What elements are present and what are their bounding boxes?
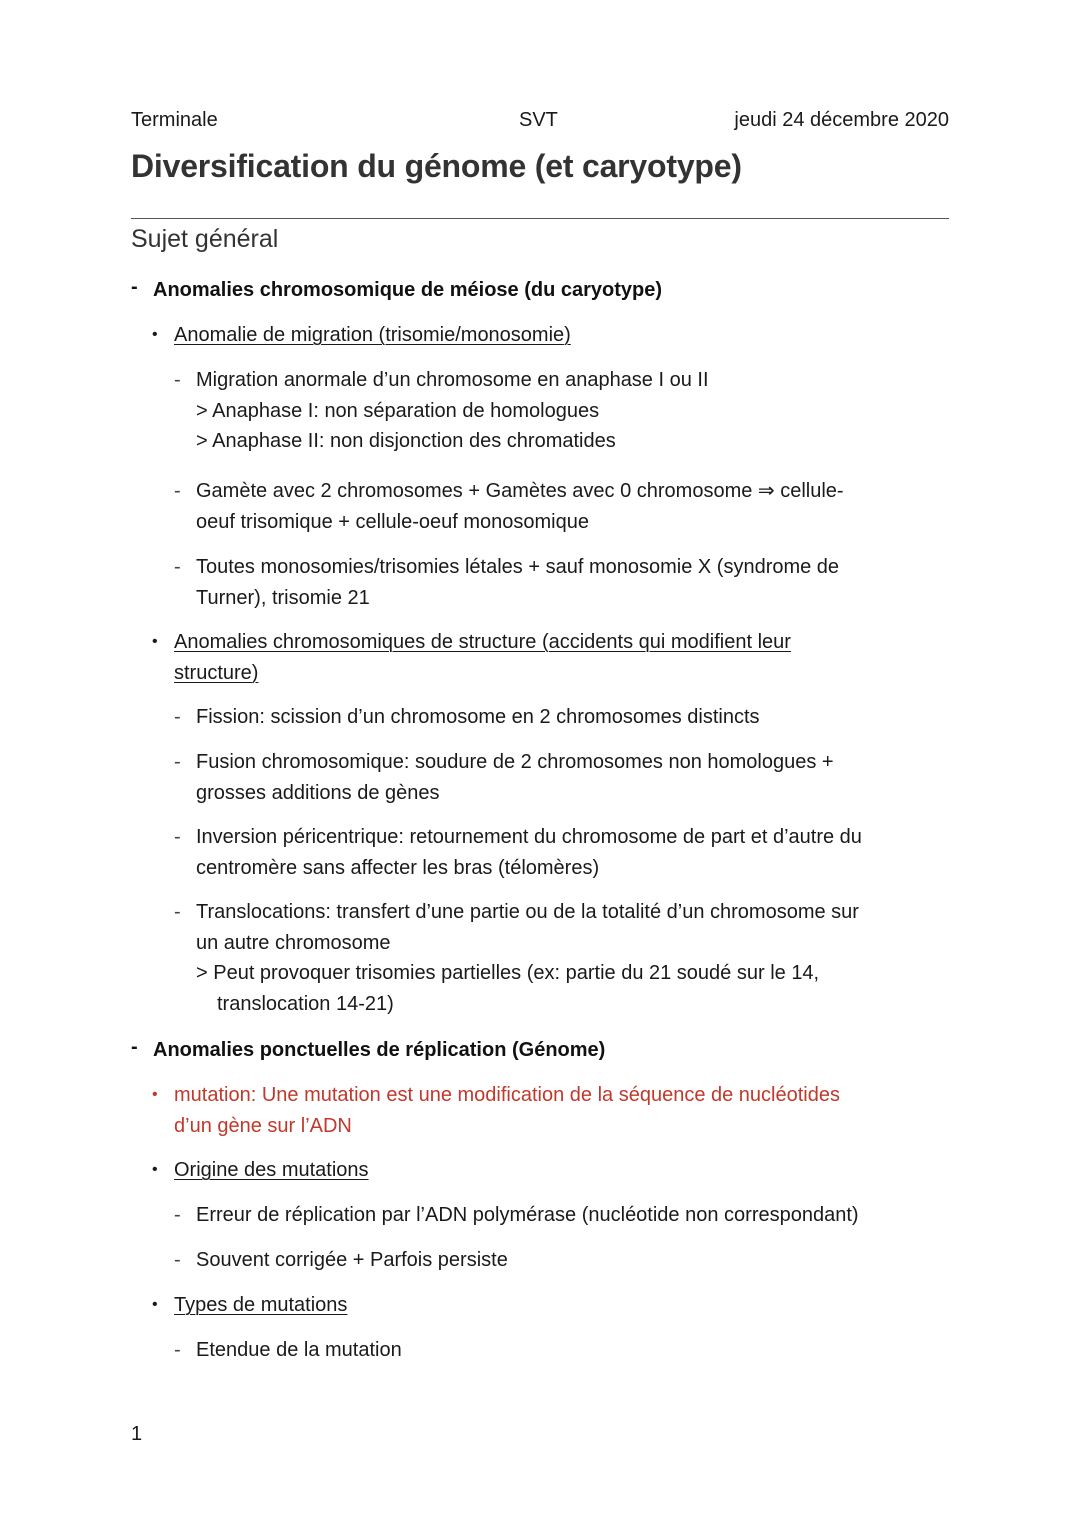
- dash-marker: -: [174, 556, 181, 578]
- list-item: - Toutes monosomies/trisomies létales + sauf monosomie X (syndrome de Turner), trisomie 21: [196, 552, 839, 613]
- dash-marker: -: [174, 706, 181, 728]
- dash-marker: -: [174, 751, 181, 773]
- list-item: - Erreur de réplication par l’ADN polymérase (nucléotide non correspondant): [196, 1200, 859, 1231]
- mutation-definition: • mutation: Une mutation est une modification de la séquence de nucléotides d’un gène sur l’ADN: [174, 1080, 840, 1141]
- bullet-icon: •: [152, 1086, 158, 1103]
- page-header: [131, 109, 949, 135]
- bullet-icon: •: [152, 326, 158, 343]
- header-date: jeudi 24 décembre 2020: [734, 109, 949, 131]
- page-title: Diversification du génome (et caryotype): [131, 148, 742, 184]
- subsection-migration: • Anomalie de migration (trisomie/monosomie): [174, 320, 571, 351]
- dash-marker: -: [174, 901, 181, 923]
- section-heading-replication: - Anomalies ponctuelles de réplication (Génome): [153, 1035, 605, 1066]
- dash-marker: -: [174, 1339, 181, 1361]
- list-item: - Etendue de la mutation: [196, 1335, 402, 1366]
- list-item: - Inversion péricentrique: retournement du chromosome de part et d’autre du centromère sans affecter les bras (télomères): [196, 822, 862, 883]
- subsection-origin: • Origine des mutations: [174, 1155, 369, 1186]
- bullet-icon: •: [152, 1161, 158, 1178]
- header-class: Terminale: [131, 109, 218, 131]
- dash-marker: -: [174, 480, 181, 502]
- header-subject: SVT: [519, 109, 558, 131]
- dash-marker: -: [174, 1204, 181, 1226]
- list-item: - Fission: scission d’un chromosome en 2 chromosomes distincts: [196, 702, 760, 733]
- list-item: - Migration anormale d’un chromosome en anaphase I ou II > Anaphase I: non séparation de homologues > Anaphase II: non disjonction des chromatides: [196, 365, 709, 457]
- subsection-structure: • Anomalies chromosomiques de structure (accidents qui modifient leur structure): [174, 627, 791, 688]
- section-heading-meiosis: - Anomalies chromosomique de méiose (du caryotype): [153, 275, 662, 306]
- dash-marker: -: [174, 369, 181, 391]
- list-item: - Fusion chromosomique: soudure de 2 chromosomes non homologues + grosses additions de gènes: [196, 747, 834, 808]
- subsection-types: • Types de mutations: [174, 1290, 347, 1321]
- dash-marker: -: [174, 826, 181, 848]
- list-item: - Souvent corrigée + Parfois persiste: [196, 1245, 508, 1276]
- section-subtitle: Sujet général: [131, 225, 279, 253]
- title-divider: [131, 218, 949, 219]
- dash-marker: -: [131, 276, 138, 298]
- dash-marker: -: [174, 1249, 181, 1271]
- bullet-icon: •: [152, 1296, 158, 1313]
- page-number: 1: [131, 1423, 143, 1445]
- list-item: - Gamète avec 2 chromosomes + Gamètes avec 0 chromosome ⇒ cellule- oeuf trisomique + cellule-oeuf monosomique: [196, 476, 844, 537]
- list-item: - Translocations: transfert d’une partie ou de la totalité d’un chromosome sur un autre chromosome > Peut provoquer trisomies partielles (ex: partie du 21 soudé sur le 14, translocation 14-21): [196, 897, 859, 1019]
- dash-marker: -: [131, 1036, 138, 1058]
- bullet-icon: •: [152, 633, 158, 650]
